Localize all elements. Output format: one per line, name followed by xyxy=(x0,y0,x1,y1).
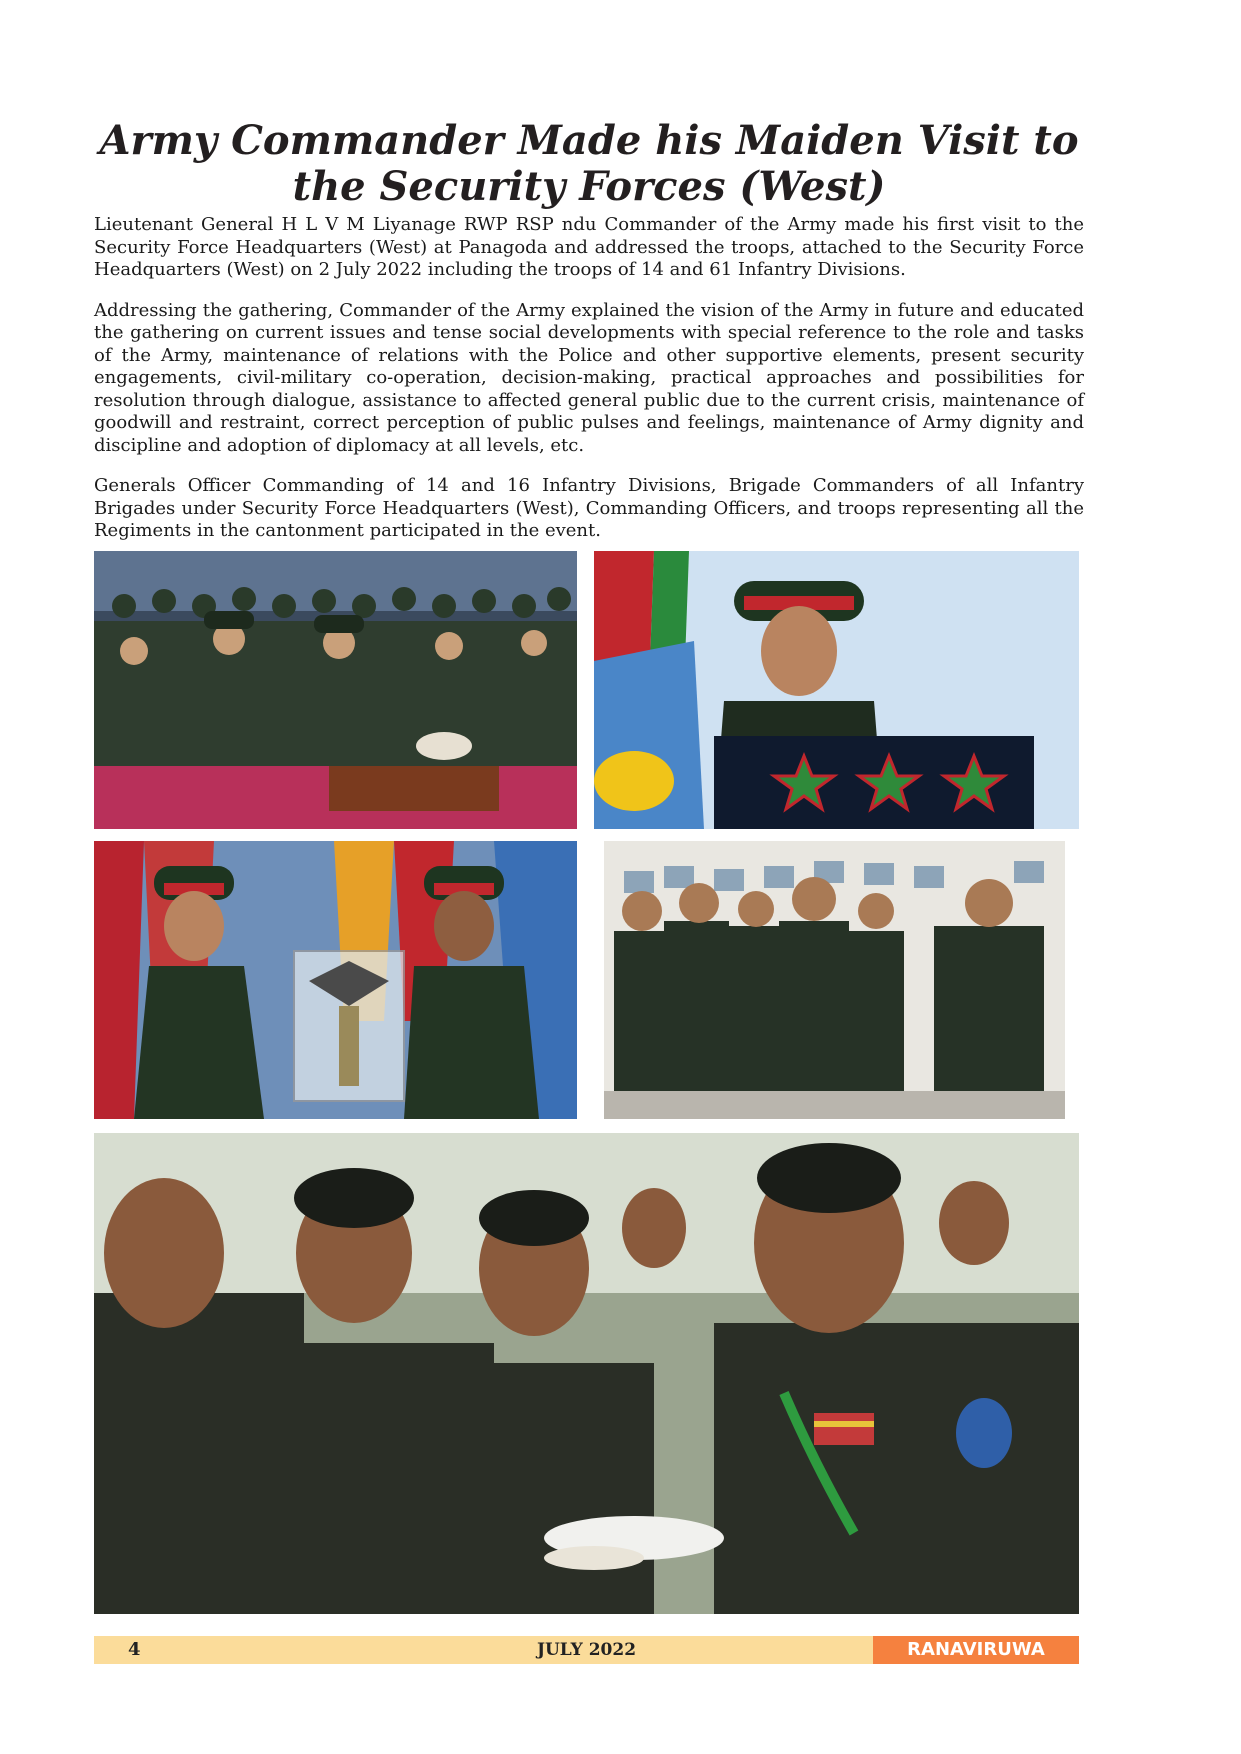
page-footer xyxy=(94,1636,1079,1664)
paragraph-1: Lieutenant General H L V M Liyanage RWP RSP ndu Commander of the Army made his first visit to the Security Force Headquarters (West) at Panagoda and addressed the troops, attached to the Security Force Headquarters (West) on 2 July 2022 including the troops of 14 and 61 Infantry Divisions. xyxy=(94,214,1084,280)
article-title: Army Commander Made his Maiden Visit to the Security Forces (West) xyxy=(99,117,1079,210)
photo-memento-presentation xyxy=(94,841,577,1119)
photo-commander-with-troops xyxy=(94,1133,1079,1614)
issue-date: JULY 2022 xyxy=(536,1640,637,1660)
publication-name: RANAVIRUWA xyxy=(873,1636,1079,1664)
paragraph-3: Generals Officer Commanding of 14 and 16 Infantry Divisions, Brigade Commanders of all Infantry Brigades under Security Force Headquarters (West), Commanding Officers, and troops representing all the Regiments in the cantonment participated in the event. xyxy=(94,475,1084,541)
article-body xyxy=(94,214,1084,561)
photo-officers-exhibition xyxy=(604,841,1065,1119)
page-number: 4 xyxy=(128,1639,141,1660)
photo-seated-officers xyxy=(94,551,577,829)
paragraph-2: Addressing the gathering, Commander of the Army explained the vision of the Army in future and educated the gathering on current issues and tense social developments with special reference to the role and tasks of the Army, maintenance of relations with the Police and other supportive elements, present security engagements, civil-military co-operation, decision-making, practical approaches and possibilities for resolution through dialogue, assistance to affected general public due to the current crisis, maintenance of goodwill and restraint, correct perception of public pulses and feelings, maintenance of Army dignity and discipline and adoption of diplomacy at all levels, etc. xyxy=(94,299,1084,456)
photo-commander-podium xyxy=(594,551,1079,829)
